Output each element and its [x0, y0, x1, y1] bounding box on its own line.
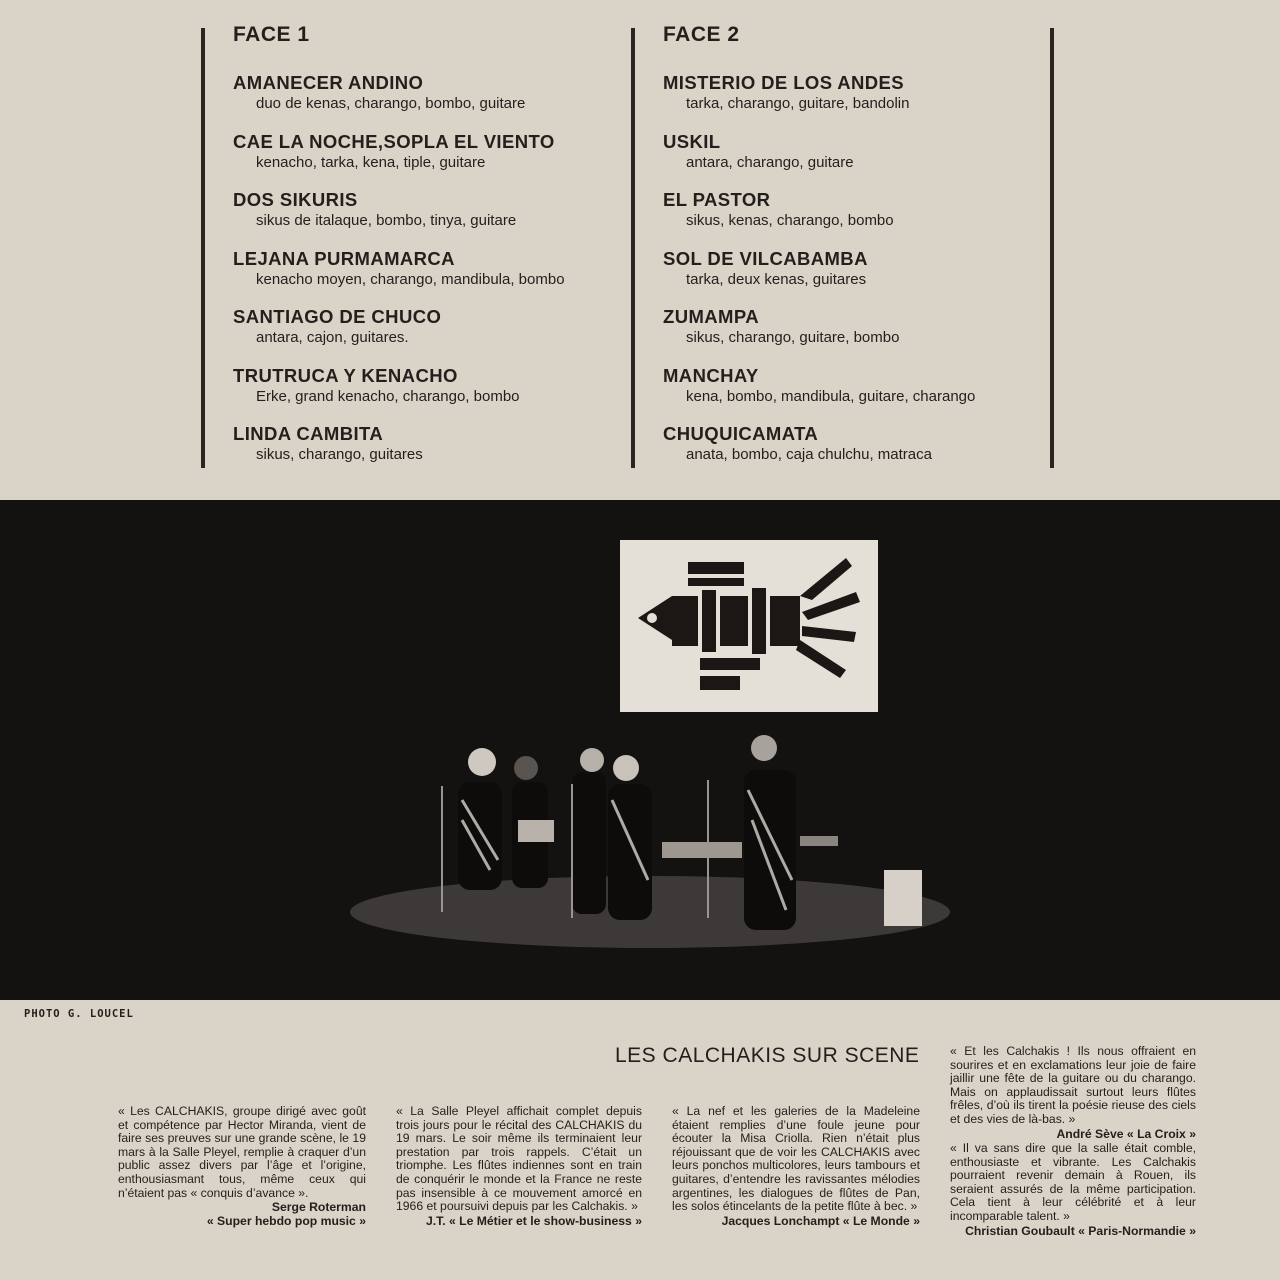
track-instruments: Erke, grand kenacho, charango, bombo — [256, 387, 520, 405]
track-instruments: antara, charango, guitare — [686, 153, 854, 171]
track-instruments: tarka, deux kenas, guitares — [686, 270, 867, 288]
face-2-title: FACE 2 — [663, 23, 740, 46]
quote-source: « Super hebdo pop music » — [206, 1214, 366, 1229]
quote-source: Christian Goubault « Paris-Normandie » — [965, 1223, 1196, 1238]
track — [233, 423, 633, 482]
track-title: MISTERIO DE LOS ANDES — [663, 72, 905, 93]
press-quote — [396, 1105, 642, 1228]
track-instruments: sikus, kenas, charango, bombo — [686, 212, 894, 229]
track-title: USKIL — [663, 130, 721, 152]
stage-bench — [800, 836, 838, 846]
track — [663, 72, 1063, 131]
track — [663, 423, 1063, 482]
track-instruments: sikus, charango, guitares — [256, 446, 423, 463]
quote-text: « Les CALCHAKIS, groupe dirigé avec goût et compétence par Hector Miranda, vient de faire ses preuves sur une grande scène, le 19 mars à la Salle Pleyel, remplie à craquer d’un public assez divers par l’âge et l’origine, enthousiasmant tous, même ceux qui n’étaient pas « conquis d’avance ». — [118, 1104, 366, 1200]
track-instruments: kena, bombo, mandibula, guitare, charango — [686, 387, 976, 405]
quote-source: Jacques Lonchampt « Le Monde » — [721, 1213, 920, 1228]
quote-text: « La nef et les galeries de la Madeleine étaient remplies d’une foule jeune pour écouter la Misa Criolla. Rien n’était plus réjouissant que de voir les CALCHAKIS avec leurs ponchos multicolores, leurs tambours et guitares, d’entendre les ravissantes mélodies argentines, les dialogues de flûtes de Pan, les solos étincelants de la petite flûte à bec. » — [672, 1104, 920, 1214]
track-instruments: sikus, charango, guitare, bombo — [686, 329, 900, 346]
photo-credit: PHOTO G. LOUCEL — [24, 1008, 134, 1020]
quote-text: « Il va sans dire que la salle était comble, enthousiaste et vibrante. Les Calchakis pourraient revenir demain à Rouen, ils seraient assurés de la même participation. Cela tient à leur célébrité et à leur incomparable talent. » — [950, 1141, 1196, 1223]
bombo-drum — [884, 870, 922, 926]
track-instruments: tarka, charango, guitare, bandolin — [686, 95, 910, 112]
left-rule — [201, 28, 205, 468]
track-instruments: sikus de italaque, bombo, tinya, guitare — [256, 212, 517, 229]
track-title: SANTIAGO DE CHUCO — [233, 306, 442, 327]
press-quote — [118, 1105, 366, 1228]
track — [663, 306, 1063, 365]
face-1-tracklist — [233, 24, 633, 482]
track-instruments: anata, bombo, caja chulchu, matraca — [686, 446, 932, 463]
track-title: CAE LA NOCHE,SOPLA EL VIENTO — [233, 130, 555, 152]
track-title: AMANECER ANDINO — [233, 72, 424, 93]
snare-drum — [518, 820, 554, 842]
track — [233, 131, 633, 190]
concert-photo-illustration — [0, 500, 1280, 1000]
press-quote — [950, 1045, 1196, 1141]
track — [663, 248, 1063, 307]
track-title: ZUMAMPA — [663, 306, 759, 327]
quote-author: Serge Roterman — [271, 1200, 366, 1215]
concert-photo — [0, 500, 1280, 1000]
face-2-tracklist — [663, 24, 1063, 482]
track-title: EL PASTOR — [663, 189, 771, 210]
track-instruments: antara, cajon, guitares. — [256, 329, 409, 346]
track — [233, 189, 633, 248]
quote-text: « Et les Calchakis ! Ils nous offraient en sourires et en exclamations leur joie de faire jaillir une fête de la guitare ou du charango. Mais on applaudissait surtout leurs flûtes frêles, d’où ils tirent la poésie rieuse des ciels et des vies de là-bas. » — [950, 1044, 1196, 1126]
track — [233, 365, 633, 424]
quote-text: « La Salle Pleyel affichait complet depuis trois jours pour le récital des CALCHAKIS du 19 mars. Le soir même ils terminaient leur prestation par trois rappels. C’était un triomphe. Les flûtes indiennes sont en train de conquérir le monde et la France ne reste pas insensible à ce mouvement amorcé en 1966 et poursuivi depuis par les Calchakis. » — [396, 1104, 642, 1214]
quote-source: J.T. « Le Métier et le show-business » — [425, 1213, 642, 1228]
track-title: LINDA CAMBITA — [233, 423, 384, 444]
track-title: SOL DE VILCABAMBA — [663, 247, 868, 269]
track — [663, 131, 1063, 190]
track-instruments: kenacho moyen, charango, mandibula, bombo — [256, 270, 565, 288]
track-title: MANCHAY — [663, 364, 759, 386]
face-1-title: FACE 1 — [233, 23, 310, 46]
track-title: DOS SIKURIS — [233, 189, 358, 210]
track-title: CHUQUICAMATA — [663, 423, 819, 444]
section-title: LES CALCHAKIS SUR SCENE — [615, 1044, 920, 1067]
quote-source: André Sève « La Croix » — [1056, 1126, 1196, 1141]
track-instruments: kenacho, tarka, kena, tiple, guitare — [256, 153, 486, 171]
track-title: TRUTRUCA Y KENACHO — [233, 364, 458, 386]
track — [663, 365, 1063, 424]
press-quote — [950, 1142, 1196, 1238]
track — [233, 72, 633, 131]
track — [663, 189, 1063, 248]
track — [233, 248, 633, 307]
track — [233, 306, 633, 365]
track-instruments: duo de kenas, charango, bombo, guitare — [256, 95, 526, 112]
stage-table — [662, 842, 742, 858]
press-quote — [672, 1105, 920, 1228]
track-title: LEJANA PURMAMARCA — [233, 247, 455, 269]
